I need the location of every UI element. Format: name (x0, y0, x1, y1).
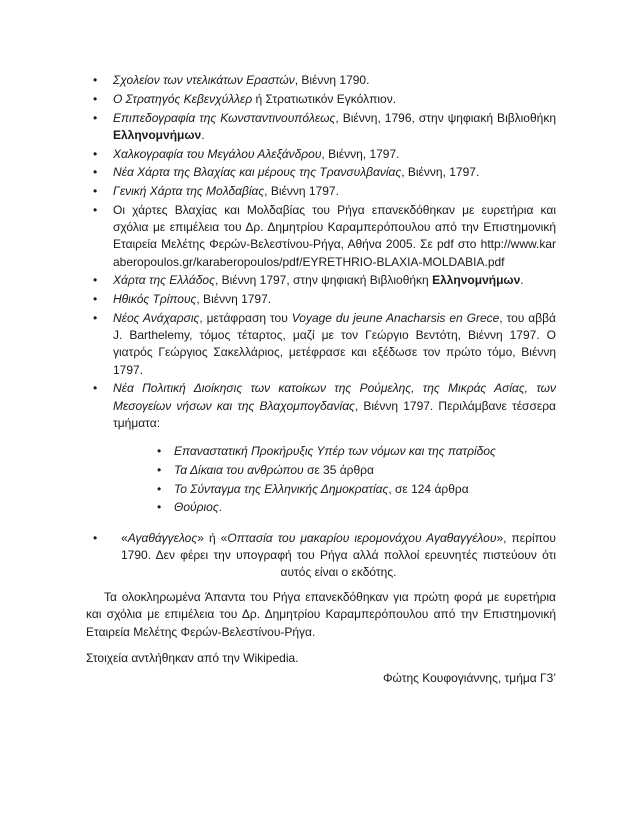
list-item (86, 164, 556, 181)
work-details: , μετάφραση του (199, 310, 292, 325)
work-end: . (520, 273, 524, 288)
library-name: Ελληνομνήμων (432, 273, 521, 288)
author-signature: Φώτης Κουφογιάννης, τμήμα Γ3’ (382, 671, 556, 686)
work-title: Νέος Ανάχαρσις (113, 310, 200, 325)
work-title: Αγαθάγγελος (127, 530, 198, 545)
work-title: Επιπεδογραφία της Κωνσταντινουπόλεως (113, 110, 336, 125)
part-title: Θούριος (174, 500, 219, 515)
work-details: , Βιέννη, 1797. (401, 165, 480, 180)
work-details: , του αββά J. Barthelemy, τόμος τέταρτος, μαζί με τον Γεώργιο Βεντότη, Βιέννη 1797. Ο γιατρός Γεώργιος Σακελλάριος, μετέφρασε και εξέδωσε τον πρώτο τόμο, Βιέννη 1797. (113, 310, 556, 377)
sub-list-item (113, 481, 556, 498)
parts-list (113, 443, 556, 517)
list-item (86, 183, 556, 200)
list-item (86, 530, 556, 582)
list-item (86, 291, 556, 308)
work-title: Σχολείον των ντελικάτων Εραστών (113, 73, 295, 87)
part-details: . (218, 500, 222, 515)
works-list (86, 72, 556, 581)
work-details: , Βιέννη 1790. (294, 73, 370, 87)
list-item (86, 72, 556, 89)
part-details: σε 35 άρθρα (303, 462, 374, 477)
list-item (86, 202, 556, 271)
work-title: Ηθικός Τρίπους (113, 292, 197, 307)
document-body (86, 72, 556, 687)
work-details: , Βιέννη 1797. Περιλάμβανε τέσσερα τμήματα: (113, 398, 556, 430)
work-details: , Βιέννη 1797. (196, 292, 272, 307)
work-title: Χάρτα της Ελλάδος (113, 273, 215, 288)
original-title: Voyage du jeune Anacharsis en Grece (291, 310, 500, 325)
work-title: Ο Στρατηγός Κεβενχύλλερ (113, 91, 253, 106)
list-item (86, 310, 556, 379)
work-details: , Βιέννη, 1796, στην ψηφιακή Βιβλιοθήκη (335, 110, 556, 125)
work-title: Νέα Χάρτα της Βλαχίας και μέρους της Τρανσυλβανίας (113, 165, 402, 180)
part-details: , σε 124 άρθρα (388, 481, 469, 496)
maps-note: Οι χάρτες Βλαχίας και Μολδαβίας του Ρήγα επανεκδόθηκαν με ευρετήρια και σχόλια με επιμέλεια του Δρ. Δημητρίου Καραμπερόπουλου από την Επιστημονική Εταιρεία Μελέτης Φερών-Βελεστίνου-Ρήγα, Αθήνα 2005. Σε pdf στο (113, 202, 556, 252)
work-details: , Βιέννη, 1797. (321, 146, 400, 161)
work-title: Νέα Πολιτική Διοίκησις των κατοίκων της Ρούμελης, της Μικράς Ασίας, των Μεσογείων νήσων και της Βλαχομπογδανίας (113, 381, 556, 413)
list-item (86, 91, 556, 108)
pdf-link[interactable]: http://www.karaberopoulos.gr/karaberopoulos/pdf/EYRETHRIO-BLAXIA-MOLDABIA.pdf (113, 237, 556, 269)
part-title: Το Σύνταγμα της Ελληνικής Δημοκρατίας (174, 481, 389, 496)
part-title: Επαναστατική Προκήρυξις Υπέρ των νόμων και της πατρίδος (174, 444, 496, 458)
list-item (86, 146, 556, 163)
collected-works-paragraph: Τα ολοκληρωμένα Άπαντα του Ρήγα επανεκδόθηκαν για πρώτη φορά με ευρετήρια και σχόλια με επιμέλεια του Δρ. Δημητρίου Καραμπερόπουλου από την Επιστημονική Εταιρεία Μελέτης Φερών-Βελεστίνου-Ρήγα. (86, 590, 556, 639)
library-name: Ελληνομνήμων (113, 127, 202, 142)
sub-list-item (113, 499, 556, 516)
list-item (86, 380, 556, 516)
sub-list-item (113, 443, 556, 460)
list-item (86, 110, 556, 144)
part-title: Τα Δίκαια του ανθρώπου (174, 462, 304, 477)
work-title: Χαλκογραφία του Μεγάλου Αλεξάνδρου (113, 146, 322, 161)
work-title: Οπτασία του μακαρίου ιερομονάχου Αγαθαγγέλου (227, 530, 497, 545)
quote-open: « (121, 530, 128, 545)
work-details: , Βιέννη 1797, στην ψηφιακή Βιβλιοθήκη (214, 273, 433, 288)
quote-join: » ή « (197, 530, 228, 545)
work-title: Γενική Χάρτα της Μολδαβίας (113, 184, 265, 199)
work-details: », περίπου 1790. Δεν φέρει την υπογραφή του Ρήγα αλλά πολλοί ερευνητές πιστεύουν ότι αυτός είναι ο εκδότης. (121, 530, 556, 579)
angel-entry (113, 530, 556, 582)
list-item (86, 272, 556, 289)
work-details: ή Στρατιωτικόν Εγκόλπιον. (252, 91, 397, 106)
work-details: , Βιέννη 1797. (264, 184, 339, 199)
source-note: Στοιχεία αντλήθηκαν από την Wikipedia. (86, 650, 299, 665)
work-end: . (201, 127, 205, 142)
sub-list-item (113, 462, 556, 479)
